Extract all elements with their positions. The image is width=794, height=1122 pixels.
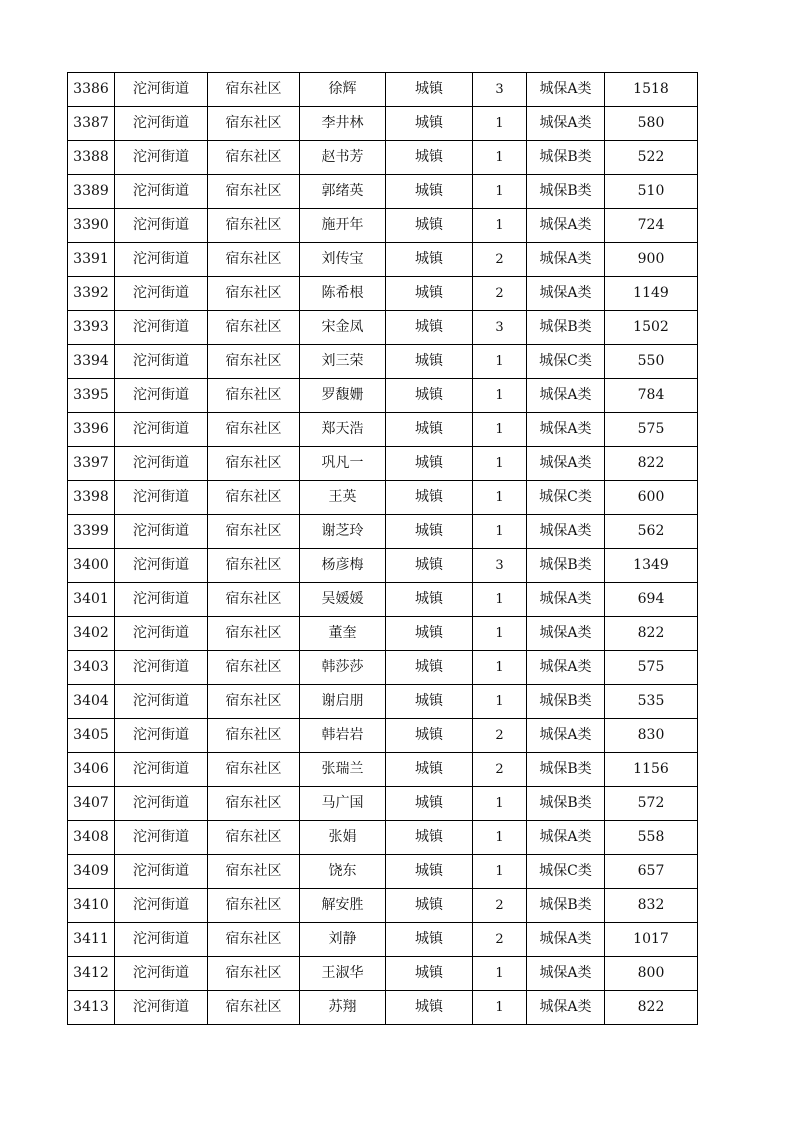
assistance-roster-table (67, 72, 698, 1025)
amount-cell: 800 (605, 957, 698, 991)
community-cell: 宿东社区 (208, 821, 300, 855)
community-cell: 宿东社区 (208, 107, 300, 141)
street-cell: 沱河街道 (115, 379, 208, 413)
household-count-cell: 3 (473, 73, 527, 107)
area-type-cell: 城镇 (386, 107, 473, 141)
area-type-cell: 城镇 (386, 515, 473, 549)
row-id-cell: 3392 (68, 277, 115, 311)
street-cell: 沱河街道 (115, 821, 208, 855)
name-cell: 谢启朋 (300, 685, 386, 719)
table-row (68, 549, 698, 583)
name-cell: 杨彦梅 (300, 549, 386, 583)
community-cell: 宿东社区 (208, 515, 300, 549)
name-cell: 郑天浩 (300, 413, 386, 447)
category-cell: 城保A类 (527, 107, 605, 141)
street-cell: 沱河街道 (115, 617, 208, 651)
name-cell: 董奎 (300, 617, 386, 651)
community-cell: 宿东社区 (208, 583, 300, 617)
amount-cell: 694 (605, 583, 698, 617)
amount-cell: 657 (605, 855, 698, 889)
category-cell: 城保A类 (527, 209, 605, 243)
area-type-cell: 城镇 (386, 209, 473, 243)
category-cell: 城保A类 (527, 277, 605, 311)
street-cell: 沱河街道 (115, 73, 208, 107)
row-id-cell: 3402 (68, 617, 115, 651)
household-count-cell: 2 (473, 719, 527, 753)
street-cell: 沱河街道 (115, 651, 208, 685)
street-cell: 沱河街道 (115, 787, 208, 821)
table-row (68, 719, 698, 753)
amount-cell: 724 (605, 209, 698, 243)
household-count-cell: 1 (473, 345, 527, 379)
category-cell: 城保C类 (527, 481, 605, 515)
category-cell: 城保A类 (527, 413, 605, 447)
area-type-cell: 城镇 (386, 345, 473, 379)
street-cell: 沱河街道 (115, 107, 208, 141)
household-count-cell: 2 (473, 923, 527, 957)
amount-cell: 822 (605, 447, 698, 481)
street-cell: 沱河街道 (115, 311, 208, 345)
name-cell: 张瑞兰 (300, 753, 386, 787)
row-id-cell: 3408 (68, 821, 115, 855)
amount-cell: 572 (605, 787, 698, 821)
category-cell: 城保B类 (527, 889, 605, 923)
area-type-cell: 城镇 (386, 821, 473, 855)
street-cell: 沱河街道 (115, 515, 208, 549)
amount-cell: 510 (605, 175, 698, 209)
category-cell: 城保B类 (527, 685, 605, 719)
amount-cell: 1156 (605, 753, 698, 787)
household-count-cell: 1 (473, 957, 527, 991)
name-cell: 郭绪英 (300, 175, 386, 209)
street-cell: 沱河街道 (115, 957, 208, 991)
community-cell: 宿东社区 (208, 413, 300, 447)
household-count-cell: 1 (473, 379, 527, 413)
row-id-cell: 3396 (68, 413, 115, 447)
name-cell: 苏翔 (300, 991, 386, 1025)
street-cell: 沱河街道 (115, 345, 208, 379)
amount-cell: 550 (605, 345, 698, 379)
row-id-cell: 3411 (68, 923, 115, 957)
category-cell: 城保A类 (527, 617, 605, 651)
table-row (68, 923, 698, 957)
amount-cell: 600 (605, 481, 698, 515)
category-cell: 城保A类 (527, 651, 605, 685)
category-cell: 城保A类 (527, 957, 605, 991)
amount-cell: 575 (605, 413, 698, 447)
household-count-cell: 1 (473, 787, 527, 821)
row-id-cell: 3390 (68, 209, 115, 243)
community-cell: 宿东社区 (208, 957, 300, 991)
street-cell: 沱河街道 (115, 991, 208, 1025)
table-row (68, 889, 698, 923)
area-type-cell: 城镇 (386, 583, 473, 617)
table-row (68, 753, 698, 787)
category-cell: 城保B类 (527, 175, 605, 209)
community-cell: 宿东社区 (208, 753, 300, 787)
table-row (68, 991, 698, 1025)
community-cell: 宿东社区 (208, 311, 300, 345)
area-type-cell: 城镇 (386, 549, 473, 583)
household-count-cell: 1 (473, 209, 527, 243)
street-cell: 沱河街道 (115, 855, 208, 889)
street-cell: 沱河街道 (115, 923, 208, 957)
row-id-cell: 3389 (68, 175, 115, 209)
row-id-cell: 3387 (68, 107, 115, 141)
area-type-cell: 城镇 (386, 617, 473, 651)
name-cell: 张娟 (300, 821, 386, 855)
category-cell: 城保B类 (527, 311, 605, 345)
name-cell: 施开年 (300, 209, 386, 243)
area-type-cell: 城镇 (386, 311, 473, 345)
table-row (68, 447, 698, 481)
street-cell: 沱河街道 (115, 583, 208, 617)
row-id-cell: 3398 (68, 481, 115, 515)
table-row (68, 515, 698, 549)
row-id-cell: 3388 (68, 141, 115, 175)
name-cell: 李井林 (300, 107, 386, 141)
category-cell: 城保A类 (527, 447, 605, 481)
table-row (68, 379, 698, 413)
amount-cell: 822 (605, 991, 698, 1025)
amount-cell: 1502 (605, 311, 698, 345)
amount-cell: 558 (605, 821, 698, 855)
street-cell: 沱河街道 (115, 209, 208, 243)
amount-cell: 1017 (605, 923, 698, 957)
community-cell: 宿东社区 (208, 651, 300, 685)
category-cell: 城保A类 (527, 515, 605, 549)
category-cell: 城保C类 (527, 855, 605, 889)
table-row (68, 107, 698, 141)
community-cell: 宿东社区 (208, 889, 300, 923)
community-cell: 宿东社区 (208, 719, 300, 753)
area-type-cell: 城镇 (386, 923, 473, 957)
table-row (68, 787, 698, 821)
table-row (68, 685, 698, 719)
table-row (68, 481, 698, 515)
area-type-cell: 城镇 (386, 753, 473, 787)
amount-cell: 830 (605, 719, 698, 753)
community-cell: 宿东社区 (208, 923, 300, 957)
table-row (68, 855, 698, 889)
amount-cell: 1518 (605, 73, 698, 107)
row-id-cell: 3400 (68, 549, 115, 583)
household-count-cell: 3 (473, 549, 527, 583)
category-cell: 城保A类 (527, 923, 605, 957)
street-cell: 沱河街道 (115, 141, 208, 175)
household-count-cell: 1 (473, 991, 527, 1025)
name-cell: 陈希根 (300, 277, 386, 311)
table-row (68, 617, 698, 651)
street-cell: 沱河街道 (115, 719, 208, 753)
amount-cell: 562 (605, 515, 698, 549)
area-type-cell: 城镇 (386, 719, 473, 753)
area-type-cell: 城镇 (386, 379, 473, 413)
name-cell: 宋金凤 (300, 311, 386, 345)
amount-cell: 822 (605, 617, 698, 651)
name-cell: 王英 (300, 481, 386, 515)
street-cell: 沱河街道 (115, 753, 208, 787)
household-count-cell: 2 (473, 889, 527, 923)
community-cell: 宿东社区 (208, 141, 300, 175)
street-cell: 沱河街道 (115, 243, 208, 277)
community-cell: 宿东社区 (208, 617, 300, 651)
street-cell: 沱河街道 (115, 481, 208, 515)
community-cell: 宿东社区 (208, 209, 300, 243)
name-cell: 刘传宝 (300, 243, 386, 277)
name-cell: 马广国 (300, 787, 386, 821)
name-cell: 韩岩岩 (300, 719, 386, 753)
community-cell: 宿东社区 (208, 73, 300, 107)
category-cell: 城保A类 (527, 243, 605, 277)
household-count-cell: 1 (473, 515, 527, 549)
row-id-cell: 3395 (68, 379, 115, 413)
community-cell: 宿东社区 (208, 345, 300, 379)
area-type-cell: 城镇 (386, 277, 473, 311)
name-cell: 韩莎莎 (300, 651, 386, 685)
category-cell: 城保B类 (527, 549, 605, 583)
row-id-cell: 3394 (68, 345, 115, 379)
area-type-cell: 城镇 (386, 447, 473, 481)
amount-cell: 575 (605, 651, 698, 685)
table-body (68, 73, 698, 1025)
category-cell: 城保A类 (527, 73, 605, 107)
household-count-cell: 1 (473, 583, 527, 617)
table-row (68, 345, 698, 379)
community-cell: 宿东社区 (208, 685, 300, 719)
name-cell: 谢芝玲 (300, 515, 386, 549)
household-count-cell: 1 (473, 821, 527, 855)
amount-cell: 1149 (605, 277, 698, 311)
category-cell: 城保B类 (527, 141, 605, 175)
table-row (68, 413, 698, 447)
street-cell: 沱河街道 (115, 549, 208, 583)
table-row (68, 141, 698, 175)
row-id-cell: 3409 (68, 855, 115, 889)
community-cell: 宿东社区 (208, 379, 300, 413)
community-cell: 宿东社区 (208, 787, 300, 821)
area-type-cell: 城镇 (386, 957, 473, 991)
area-type-cell: 城镇 (386, 413, 473, 447)
row-id-cell: 3386 (68, 73, 115, 107)
row-id-cell: 3397 (68, 447, 115, 481)
table-row (68, 243, 698, 277)
household-count-cell: 1 (473, 617, 527, 651)
community-cell: 宿东社区 (208, 481, 300, 515)
row-id-cell: 3410 (68, 889, 115, 923)
row-id-cell: 3399 (68, 515, 115, 549)
amount-cell: 522 (605, 141, 698, 175)
area-type-cell: 城镇 (386, 685, 473, 719)
row-id-cell: 3404 (68, 685, 115, 719)
household-count-cell: 2 (473, 753, 527, 787)
table-row (68, 821, 698, 855)
household-count-cell: 3 (473, 311, 527, 345)
street-cell: 沱河街道 (115, 889, 208, 923)
street-cell: 沱河街道 (115, 413, 208, 447)
category-cell: 城保A类 (527, 991, 605, 1025)
category-cell: 城保A类 (527, 583, 605, 617)
area-type-cell: 城镇 (386, 481, 473, 515)
table-row (68, 957, 698, 991)
category-cell: 城保A类 (527, 719, 605, 753)
category-cell: 城保A类 (527, 379, 605, 413)
row-id-cell: 3407 (68, 787, 115, 821)
row-id-cell: 3406 (68, 753, 115, 787)
amount-cell: 1349 (605, 549, 698, 583)
street-cell: 沱河街道 (115, 447, 208, 481)
household-count-cell: 1 (473, 481, 527, 515)
category-cell: 城保C类 (527, 345, 605, 379)
area-type-cell: 城镇 (386, 787, 473, 821)
category-cell: 城保A类 (527, 821, 605, 855)
community-cell: 宿东社区 (208, 991, 300, 1025)
household-count-cell: 1 (473, 651, 527, 685)
table-row (68, 209, 698, 243)
table-row (68, 311, 698, 345)
street-cell: 沱河街道 (115, 175, 208, 209)
row-id-cell: 3393 (68, 311, 115, 345)
row-id-cell: 3403 (68, 651, 115, 685)
community-cell: 宿东社区 (208, 855, 300, 889)
row-id-cell: 3391 (68, 243, 115, 277)
row-id-cell: 3405 (68, 719, 115, 753)
amount-cell: 580 (605, 107, 698, 141)
table-row (68, 175, 698, 209)
row-id-cell: 3413 (68, 991, 115, 1025)
area-type-cell: 城镇 (386, 651, 473, 685)
amount-cell: 832 (605, 889, 698, 923)
area-type-cell: 城镇 (386, 175, 473, 209)
name-cell: 赵书芳 (300, 141, 386, 175)
community-cell: 宿东社区 (208, 175, 300, 209)
household-count-cell: 1 (473, 107, 527, 141)
name-cell: 吴媛媛 (300, 583, 386, 617)
table-row (68, 277, 698, 311)
area-type-cell: 城镇 (386, 855, 473, 889)
amount-cell: 784 (605, 379, 698, 413)
household-count-cell: 1 (473, 141, 527, 175)
category-cell: 城保B类 (527, 787, 605, 821)
table-row (68, 651, 698, 685)
household-count-cell: 2 (473, 277, 527, 311)
community-cell: 宿东社区 (208, 549, 300, 583)
area-type-cell: 城镇 (386, 991, 473, 1025)
community-cell: 宿东社区 (208, 277, 300, 311)
name-cell: 解安胜 (300, 889, 386, 923)
household-count-cell: 1 (473, 685, 527, 719)
row-id-cell: 3401 (68, 583, 115, 617)
area-type-cell: 城镇 (386, 141, 473, 175)
area-type-cell: 城镇 (386, 889, 473, 923)
category-cell: 城保B类 (527, 753, 605, 787)
area-type-cell: 城镇 (386, 73, 473, 107)
street-cell: 沱河街道 (115, 685, 208, 719)
name-cell: 罗馥姗 (300, 379, 386, 413)
community-cell: 宿东社区 (208, 447, 300, 481)
name-cell: 刘静 (300, 923, 386, 957)
table-row (68, 583, 698, 617)
table-row (68, 73, 698, 107)
name-cell: 刘三荣 (300, 345, 386, 379)
household-count-cell: 1 (473, 175, 527, 209)
row-id-cell: 3412 (68, 957, 115, 991)
community-cell: 宿东社区 (208, 243, 300, 277)
name-cell: 王淑华 (300, 957, 386, 991)
household-count-cell: 1 (473, 855, 527, 889)
street-cell: 沱河街道 (115, 277, 208, 311)
name-cell: 徐辉 (300, 73, 386, 107)
household-count-cell: 1 (473, 413, 527, 447)
household-count-cell: 2 (473, 243, 527, 277)
amount-cell: 535 (605, 685, 698, 719)
name-cell: 巩凡一 (300, 447, 386, 481)
household-count-cell: 1 (473, 447, 527, 481)
name-cell: 饶东 (300, 855, 386, 889)
amount-cell: 900 (605, 243, 698, 277)
area-type-cell: 城镇 (386, 243, 473, 277)
